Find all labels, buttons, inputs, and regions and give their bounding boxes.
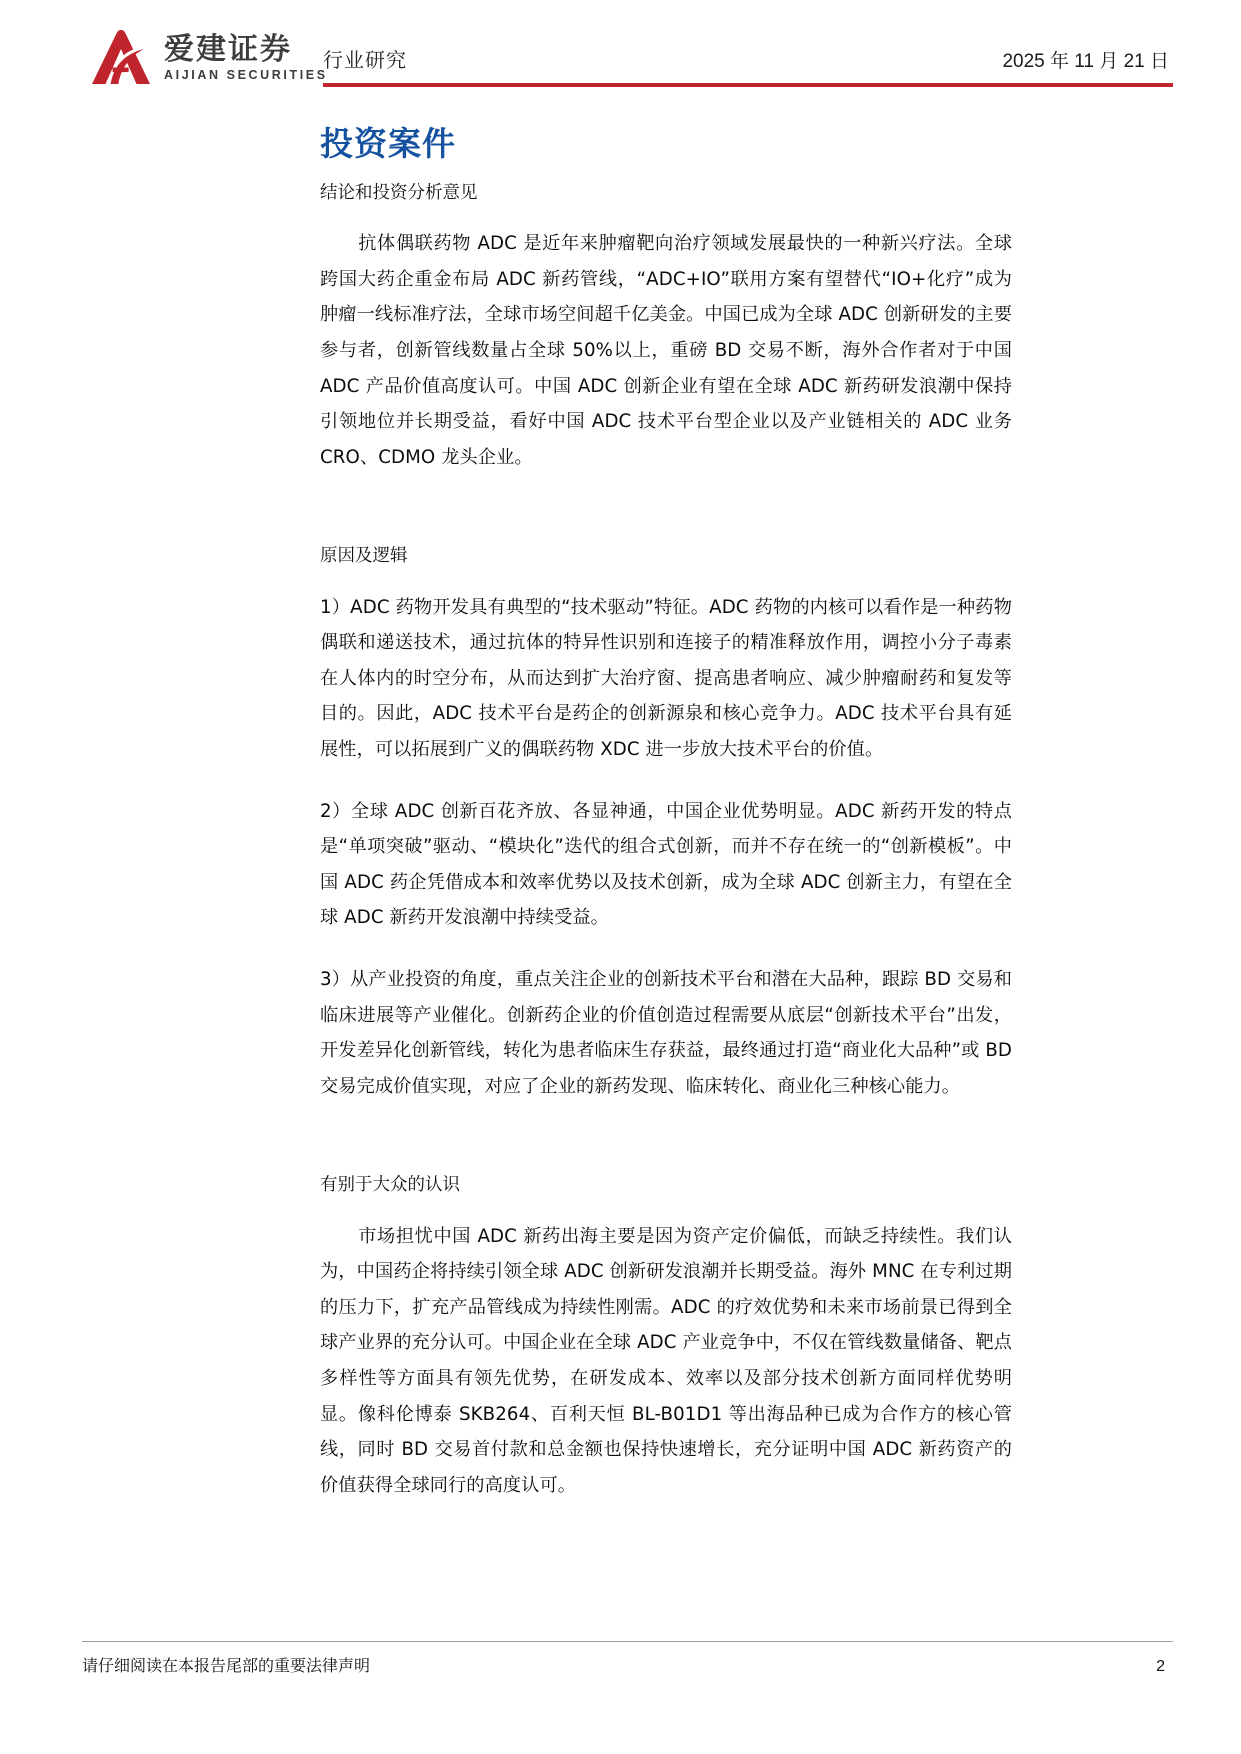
logo-english-name: AIJIAN SECURITIES [164, 68, 328, 83]
company-logo [88, 28, 328, 88]
logo-chinese-name: 爱建证券 [164, 31, 292, 67]
section-spacer [320, 501, 1012, 543]
heading-differentiation: 有别于大众的认识 [320, 1175, 460, 1196]
report-date: 2025 年 11 月 21 日 [1002, 51, 1169, 72]
paragraph-differentiation: 市场担忧中国 ADC 新药出海主要是因为资产定价偏低，而缺乏持续性。我们认为，中国药企将持续引领全球 ADC 创新研发浪潮并长期受益。海外 MNC 在专利过期的压力下，扩充产品管线成为持续性刚需。ADC 的疗效优势和未来市场前景已得到全球产业界的充分认可。中国企业在全球 ADC 产业竞争中，不仅在管线数量储备、靶点多样性等方面具有领先优势，在研发成本、效率以及部分技术创新方面同样优势明显。像科伦博泰 SKB264、百利天恒 BL-B01D1 等出海品种已成为合作方的核心管线，同时 BD 交易首付款和总金额也保持快速增长，充分证明中国 ADC 新药资产的价值获得全球同行的高度认可。 [320, 1225, 1012, 1496]
section-spacer [320, 1130, 1012, 1172]
paragraph-reason-2: 2）全球 ADC 创新百花齐放、各显神通，中国企业优势明显。ADC 新药开发的特点是“单项突破”驱动、“模块化”迭代的组合式创新，而并不存在统一的“创新模板”。中国 ADC 药企凭借成本和效率优势以及技术创新，成为全球 ADC 创新主力，有望在全球 ADC 新药开发浪潮中持续受益。 [320, 800, 1012, 929]
page-title: 投资案件 [320, 124, 456, 163]
paragraph-conclusion: 抗体偶联药物 ADC 是近年来肿瘤靶向治疗领域发展最快的一种新兴疗法。全球跨国大药企重金布局 ADC 新药管线，“ADC+IO”联用方案有望替代“IO+化疗”成为肿瘤一线标准疗法，全球市场空间超千亿美金。中国已成为全球 ADC 创新研发的主要参与者，创新管线数量占全球 50%以上，重磅 BD 交易不断，海外合作者对于中国 ADC 产品价值高度认可。中国 ADC 创新企业有望在全球 ADC 新药研发浪潮中保持引领地位并长期受益，看好中国 ADC 技术平台型企业以及产业链相关的 ADC 业务 CRO、CDMO 龙头企业。 [320, 233, 1012, 468]
footer-disclaimer: 请仔细阅读在本报告尾部的重要法律声明 [82, 1656, 371, 1675]
heading-conclusion: 结论和投资分析意见 [320, 183, 478, 203]
paragraph-reason-3: 3）从产业投资的角度，重点关注企业的创新技术平台和潜在大品种，跟踪 BD 交易和临床进展等产业催化。创新药企业的价值创造过程需要从底层“创新技术平台”出发，开发差异化创新管线，转化为患者临床生存获益，最终通过打造“商业化大品种”或 BD 交易完成价值实现，对应了企业的新药发现、临床转化、商业化三种核心能力。 [320, 969, 1012, 1097]
header-divider [323, 83, 1173, 87]
footer-divider [82, 1641, 1173, 1642]
heading-reasons: 原因及逻辑 [320, 546, 408, 567]
aijian-a-mark-icon [88, 28, 154, 88]
page-header [0, 0, 1241, 100]
logo-wordmark [164, 31, 328, 83]
report-body [320, 180, 1012, 1503]
report-category: 行业研究 [323, 48, 407, 72]
footer-page-number: 2 [1156, 1658, 1165, 1675]
paragraph-reason-1: 1）ADC 药物开发具有典型的“技术驱动”特征。ADC 药物的内核可以看作是一种药物偶联和递送技术，通过抗体的特异性识别和连接子的精准释放作用，调控小分子毒素在人体内的时空分布，从而达到扩大治疗窗、提高患者响应、减少肿瘤耐药和复发等目的。因此，ADC 技术平台是药企的创新源泉和核心竞争力。ADC 技术平台具有延展性，可以拓展到广义的偶联药物 XDC 进一步放大技术平台的价值。 [320, 596, 1012, 761]
